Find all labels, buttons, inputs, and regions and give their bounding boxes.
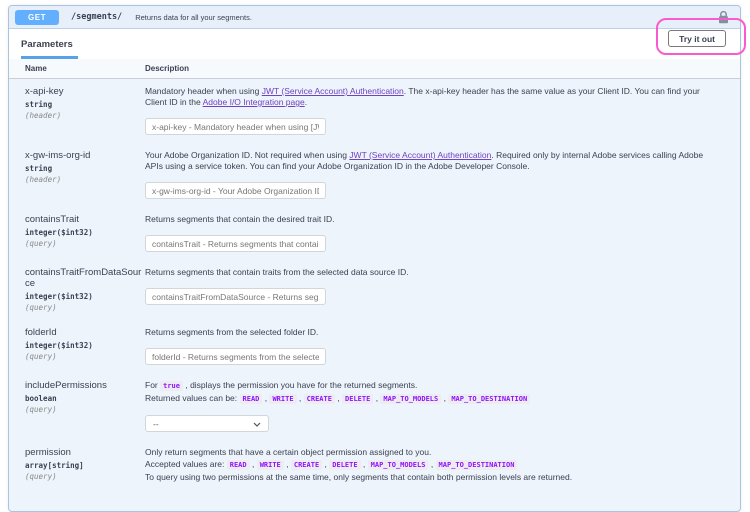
operation-header[interactable] xyxy=(9,6,740,29)
method-badge: GET xyxy=(15,10,59,25)
parameter-description-line: Only return segments that have a certain object permission assigned to you. xyxy=(145,447,432,457)
code-token: MAP_TO_DESTINATION xyxy=(448,394,530,404)
parameter-name-cell xyxy=(9,327,145,365)
select-value: -- xyxy=(153,418,159,429)
parameter-name-cell xyxy=(9,86,145,135)
code-token: WRITE xyxy=(257,460,284,470)
parameter-type: boolean xyxy=(25,394,57,403)
parameter-type: integer($int32) xyxy=(25,228,93,237)
folderId-input[interactable] xyxy=(145,348,326,365)
code-token: READ xyxy=(240,394,263,404)
parameter-name-cell xyxy=(9,214,145,252)
parameter-row xyxy=(9,79,740,143)
parameter-name-cell xyxy=(9,447,145,483)
endpoint-summary: Returns data for all your segments. xyxy=(135,12,252,22)
endpoint-path: /segments/ xyxy=(71,12,123,22)
parameter-name: folderId xyxy=(25,327,57,338)
parameter-description-cell xyxy=(145,150,740,199)
x-gw-ims-org-id-input[interactable] xyxy=(145,182,326,199)
parameter-type: integer($int32) xyxy=(25,341,93,350)
code-token: READ xyxy=(227,460,250,470)
parameter-description-cell xyxy=(145,86,740,135)
parameter-name-cell xyxy=(9,267,145,312)
chevron-down-icon xyxy=(253,419,261,429)
parameter-type: string xyxy=(25,100,53,109)
parameter-description-line: Returns segments that contain traits from the selected data source ID. xyxy=(145,267,409,277)
parameter-row xyxy=(9,143,740,207)
try-it-out-button[interactable]: Try it out xyxy=(668,30,726,47)
lock-icon[interactable] xyxy=(718,10,732,24)
containsTrait-input[interactable] xyxy=(145,235,326,252)
parameter-name: includePermissions xyxy=(25,380,107,391)
parameter-description-cell xyxy=(145,267,740,312)
parameter-name: x-gw-ims-org-id xyxy=(25,150,91,161)
parameter-description-cell xyxy=(145,327,740,365)
parameter-name: permission xyxy=(25,447,71,458)
description-column-header: Description xyxy=(145,64,190,73)
parameter-row xyxy=(9,373,740,440)
parameter-row xyxy=(9,440,740,491)
parameters-table-header xyxy=(9,59,740,79)
jwt-authentication-link[interactable]: JWT (Service Account) Authentication xyxy=(349,150,492,160)
parameter-description-line: Your Adobe Organization ID. Not required when using JWT (Service Account) Authentication. Required only by internal Adobe services calling Adobe APIs using a service token. You can find your Adobe Organization ID in the Adobe Developer Console. xyxy=(145,150,704,171)
parameter-description-line: Mandatory header when using JWT (Service Account) Authentication. The x-api-key header has the same value as your Client ID. You can find your Client ID in the Adobe I/O Integration page. xyxy=(145,86,700,107)
parameter-description-cell xyxy=(145,447,740,483)
parameters-section-header xyxy=(9,29,740,59)
parameter-name-cell xyxy=(9,380,145,432)
code-token: MAP_TO_MODELS xyxy=(368,460,429,470)
parameter-location: (header) xyxy=(25,175,62,184)
code-token: MAP_TO_MODELS xyxy=(380,394,441,404)
parameter-location: (header) xyxy=(25,111,62,120)
parameter-description-cell xyxy=(145,380,740,432)
parameter-location: (query) xyxy=(25,472,57,481)
parameter-type: string xyxy=(25,164,53,173)
code-token: CREATE xyxy=(291,460,322,470)
parameters-table xyxy=(9,79,740,491)
parameter-row xyxy=(9,320,740,373)
parameter-row xyxy=(9,207,740,260)
parameter-name: containsTraitFromDataSource xyxy=(25,267,142,289)
containsTraitFromDataSource-input[interactable] xyxy=(145,288,326,305)
parameter-row xyxy=(9,260,740,320)
parameter-name: x-api-key xyxy=(25,86,64,97)
tab-parameters[interactable]: Parameters xyxy=(21,39,78,59)
operation-block xyxy=(8,5,741,512)
parameter-type: array[string] xyxy=(25,461,84,470)
parameter-description-line: For true , displays the permission you have for the returned segments. xyxy=(145,380,418,390)
parameter-description-line: Accepted values are: READ , WRITE , CREATE , DELETE , MAP_TO_MODELS , MAP_TO_DESTINATION xyxy=(145,459,722,471)
parameter-description-line: Returns segments from the selected folder ID. xyxy=(145,327,319,337)
parameter-description-line: Returns segments that contain the desired trait ID. xyxy=(145,214,335,224)
code-token: MAP_TO_DESTINATION xyxy=(436,460,518,470)
code-token: true xyxy=(160,381,183,391)
name-column-header: Name xyxy=(25,64,47,73)
parameter-name-cell xyxy=(9,150,145,199)
parameter-type: integer($int32) xyxy=(25,292,93,301)
code-token: DELETE xyxy=(342,394,373,404)
code-token: DELETE xyxy=(329,460,360,470)
code-token: CREATE xyxy=(304,394,335,404)
x-api-key-input[interactable] xyxy=(145,118,326,135)
parameter-description-line: To query using two permissions at the same time, only segments that contain both permission levels are returned. xyxy=(145,472,573,482)
parameter-description-cell xyxy=(145,214,740,252)
adobe-io-integration-link[interactable]: Adobe I/O Integration page xyxy=(202,97,305,107)
parameter-location: (query) xyxy=(25,405,57,414)
jwt-authentication-link[interactable]: JWT (Service Account) Authentication xyxy=(261,86,404,96)
parameter-name: containsTrait xyxy=(25,214,80,225)
parameter-description-line: Returned values can be: READ , WRITE , CREATE , DELETE , MAP_TO_MODELS , MAP_TO_DESTINATION xyxy=(145,393,722,405)
includePermissions-select[interactable] xyxy=(145,415,269,432)
parameter-location: (query) xyxy=(25,352,57,361)
code-token: WRITE xyxy=(269,394,296,404)
parameter-location: (query) xyxy=(25,303,57,312)
parameter-location: (query) xyxy=(25,239,57,248)
